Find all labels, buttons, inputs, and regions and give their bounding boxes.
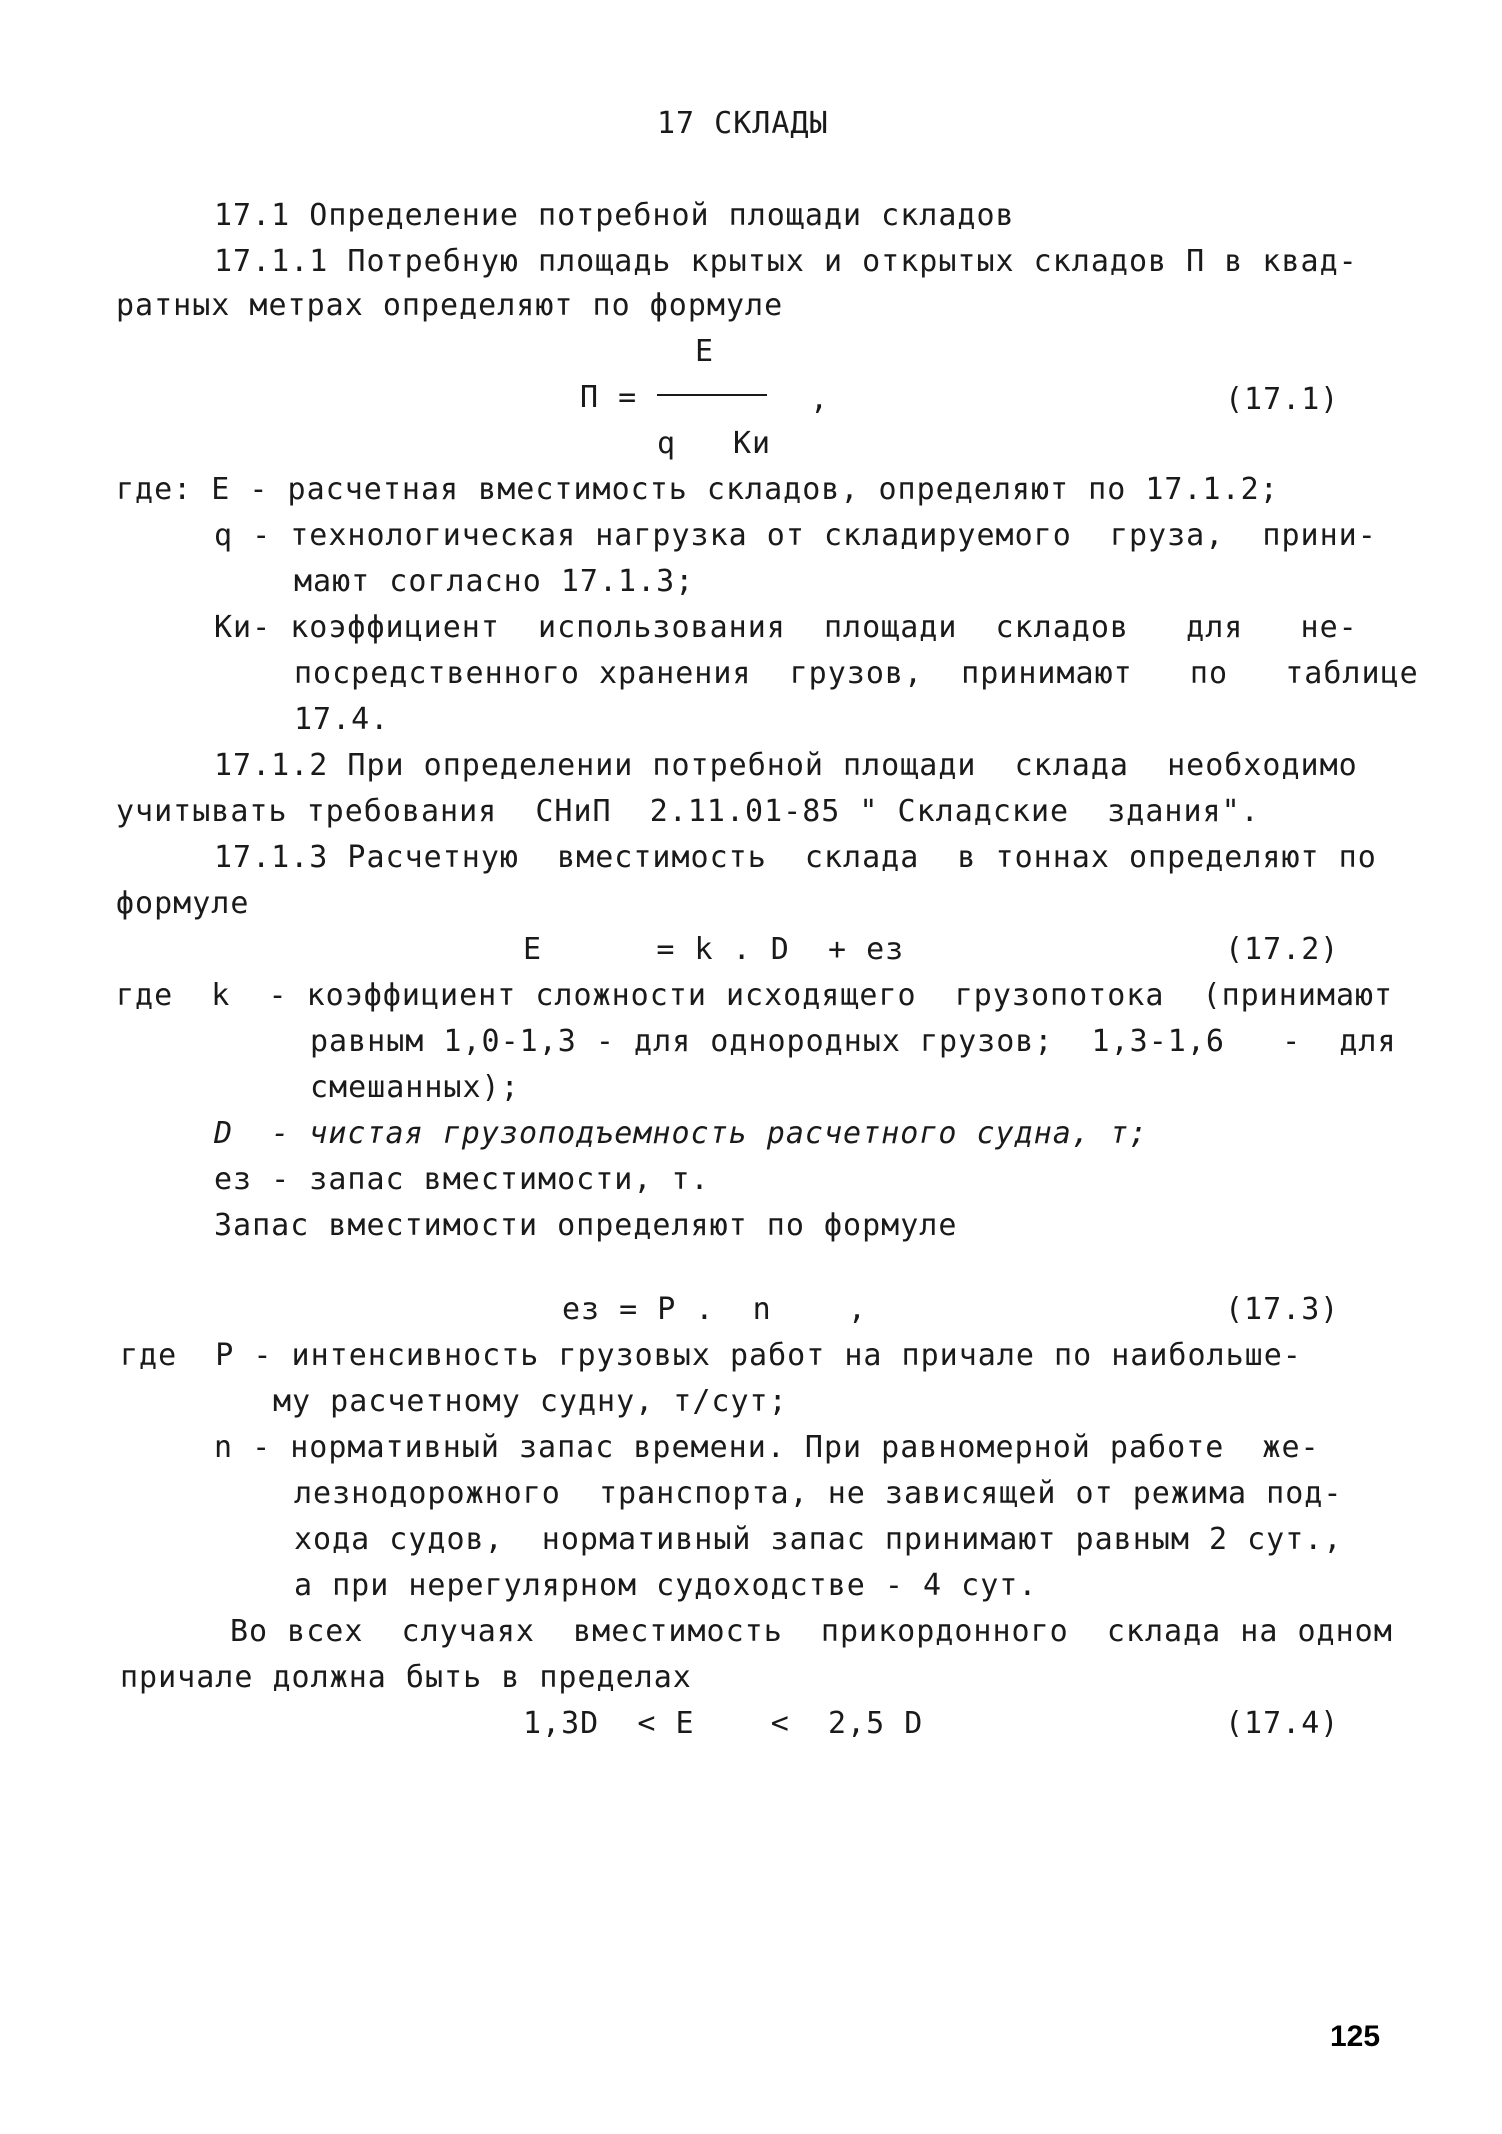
paragraph-line: Запас вместимости определяют по формуле bbox=[214, 1208, 958, 1243]
formula-numerator: E bbox=[695, 334, 715, 369]
definition-line: D - чистая грузоподъемность расчетного судна, т; bbox=[214, 1116, 1149, 1151]
definition-line: Ки- коэффициент использования площади складов для не- bbox=[214, 610, 1358, 645]
formula-comma: , bbox=[810, 382, 830, 417]
definition-line: где: E - расчетная вместимость складов, определяют по 17.1.2; bbox=[116, 472, 1279, 507]
definition-line: а при нерегулярном судоходстве - 4 сут. bbox=[294, 1568, 1038, 1603]
page-title: 17 СКЛАДЫ bbox=[657, 106, 829, 141]
definition-line: посредственного хранения грузов, принимают по таблице bbox=[294, 656, 1419, 691]
section-heading: 17.1 Определение потребной площади складов bbox=[214, 198, 1015, 233]
equation-number: (17.4) bbox=[1225, 1706, 1340, 1741]
definition-line: где P - интенсивность грузовых работ на причале по наибольше- bbox=[120, 1338, 1302, 1373]
definition-line: n - нормативный запас времени. При равномерной работе же- bbox=[214, 1430, 1320, 1465]
definition-line: 17.4. bbox=[294, 702, 390, 737]
formula-lhs: П = bbox=[580, 380, 638, 415]
paragraph-line: 17.1.1 Потребную площадь крытых и открытых складов П в квад- bbox=[214, 244, 1358, 279]
formula-expression: E = k . D + eз bbox=[523, 932, 905, 967]
paragraph-line: причале должна быть в пределах bbox=[120, 1660, 692, 1695]
paragraph-line: учитывать требования СНиП 2.11.01-85 " Складские здания". bbox=[116, 794, 1260, 829]
paragraph-line: ратных метрах определяют по формуле bbox=[116, 288, 784, 323]
paragraph-line: 17.1.2 При определении потребной площади склада необходимо bbox=[214, 748, 1358, 783]
equation-number: (17.3) bbox=[1225, 1292, 1340, 1327]
paragraph-line: 17.1.3 Расчетную вместимость склада в тоннах определяют по bbox=[214, 840, 1377, 875]
definition-line: хода судов, нормативный запас принимают равным 2 сут., bbox=[294, 1522, 1343, 1557]
definition-line: мают согласно 17.1.3; bbox=[294, 564, 695, 599]
definition-line: равным 1,0-1,3 - для однородных грузов; 1,3-1,6 - для bbox=[310, 1024, 1397, 1059]
paragraph-line: формуле bbox=[116, 886, 250, 921]
definition-line: eз - запас вместимости, т. bbox=[214, 1162, 710, 1197]
formula-expression: 1,3D < E < 2,5 D bbox=[523, 1706, 924, 1741]
definition-line: где k - коэффициент сложности исходящего грузопотока (принимают bbox=[116, 978, 1394, 1013]
page-number: 125 bbox=[1330, 2020, 1381, 2053]
formula-denominator-k: Ки bbox=[733, 426, 772, 461]
formula-expression: eз = P . n , bbox=[562, 1292, 867, 1327]
definition-line: q - технологическая нагрузка от складируемого груза, прини- bbox=[214, 518, 1377, 553]
definition-line: лезнодорожного транспорта, не зависящей от режима под- bbox=[294, 1476, 1343, 1511]
definition-line: смешанных); bbox=[310, 1070, 520, 1105]
equation-number: (17.1) bbox=[1225, 382, 1340, 417]
definition-line: му расчетному судну, т/сут; bbox=[273, 1384, 788, 1419]
equation-number: (17.2) bbox=[1225, 932, 1340, 967]
paragraph-line: Во всех случаях вместимость прикордонного склада на одном bbox=[230, 1614, 1393, 1649]
formula-denominator-q: q bbox=[657, 426, 677, 461]
fraction-bar bbox=[657, 394, 767, 396]
